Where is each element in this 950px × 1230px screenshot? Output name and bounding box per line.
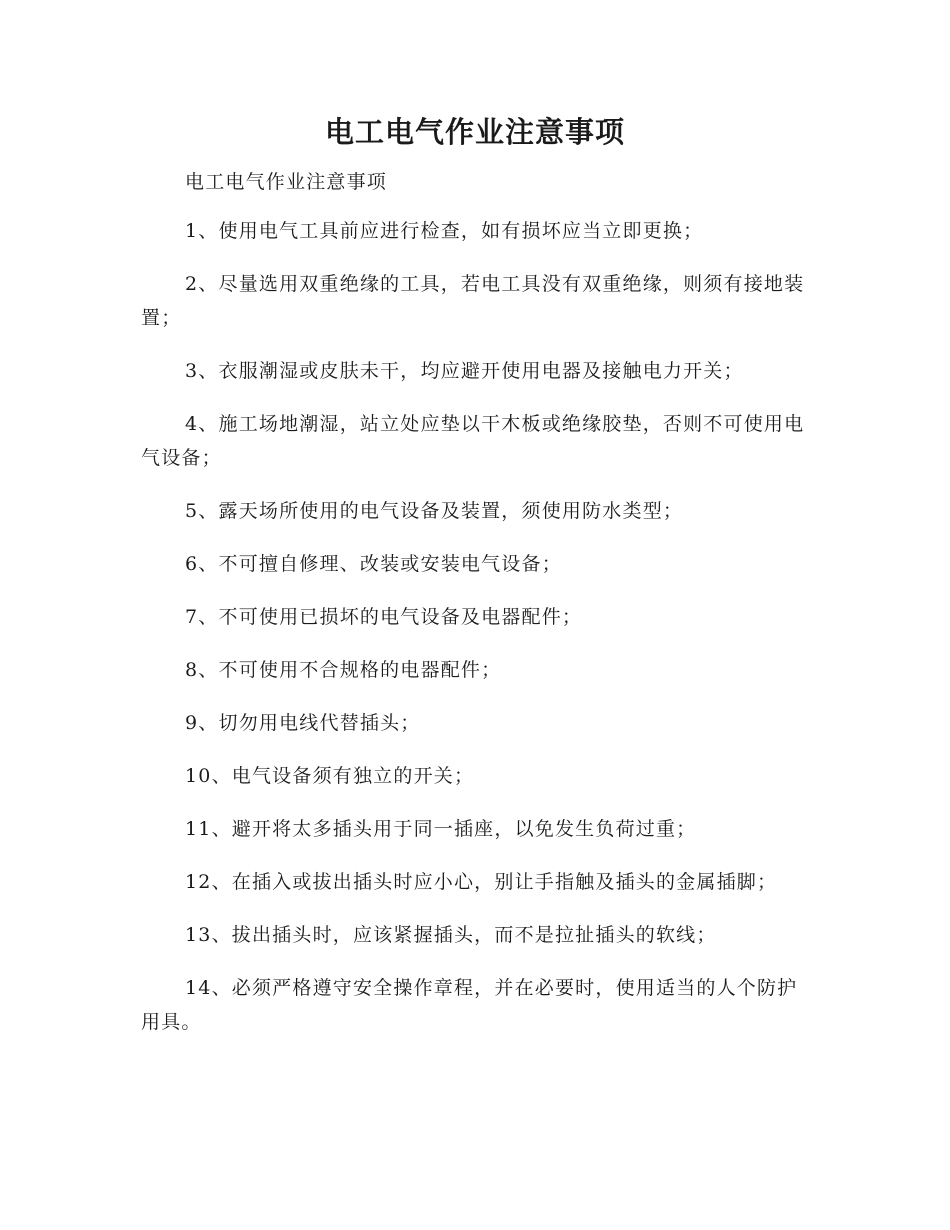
paragraph-item-12: 12、在插入或拔出插头时应小心，别让手指触及插头的金属插脚； [185,871,778,893]
paragraph-item-10: 10、电气设备须有独立的开关； [185,765,475,787]
paragraph-item-3: 3、衣服潮湿或皮肤未干，均应避开使用电器及接触电力开关； [185,360,744,382]
paragraph-item-5: 5、露天场所使用的电气设备及装置，须使用防水类型； [185,500,684,522]
paragraph-item-1: 1、使用电气工具前应进行检查，如有损坏应当立即更换； [185,220,704,242]
paragraph-item-13: 13、拔出插头时，应该紧握插头，而不是拉扯插头的软线； [185,924,717,946]
paragraph-item-2: 2、尽量选用双重绝缘的工具，若电工具没有双重绝缘，则须有接地装置； [141,273,805,329]
paragraph-item-8: 8、不可使用不合规格的电器配件； [185,659,502,681]
paragraph-item-9: 9、切勿用电线代替插头； [185,712,421,734]
paragraph-item-14: 14、必须严格遵守安全操作章程，并在必要时，使用适当的人个防护用具。 [141,977,798,1033]
paragraph-subtitle: 电工电气作业注意事项 [185,171,388,193]
document-body [141,165,809,1058]
document-title: 电工电气作业注意事项 [324,115,625,149]
paragraph-item-7: 7、不可使用已损坏的电气设备及电器配件； [185,606,583,628]
paragraph-item-11: 11、避开将太多插头用于同一插座，以免发生负荷过重； [185,818,697,840]
paragraph-item-4: 4、施工场地潮湿，站立处应垫以干木板或绝缘胶垫，否则不可使用电气设备； [141,413,805,469]
paragraph-item-6: 6、不可擅自修理、改装或安装电气设备； [185,553,562,575]
